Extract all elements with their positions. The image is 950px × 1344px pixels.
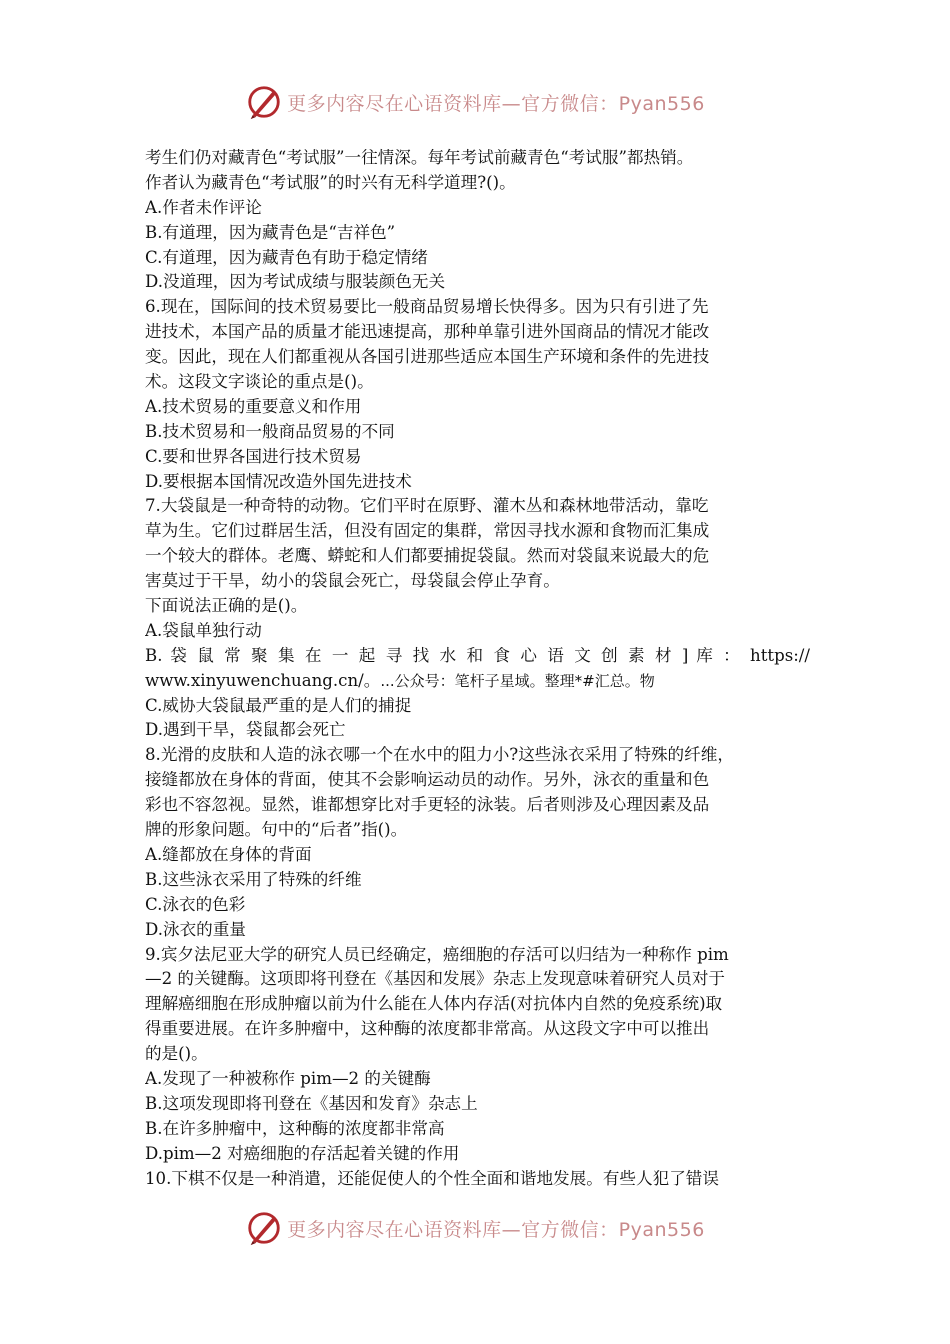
question-10: 10.下棋不仅是一种消遣，还能促使人的个性全面和谐地发展。有些人犯了错误 [145,1168,719,1188]
option-c: C.泳衣的色彩 [145,894,246,914]
option-d: D.遇到干旱，袋鼠都会死亡 [145,720,346,740]
pen-logo-icon [245,1209,283,1247]
text-line: 草为生。它们过群居生活，但没有固定的集群，常因寻找水源和食物而汇集成 [145,521,710,541]
banner-text: 更多内容尽在心语资料库—官方微信：Pyan556 [287,92,705,115]
option-b: B. 袋 鼠 常 聚 集 在 一 起 寻 找 水 和 食 心 语 文 创 素 材 ] 库 ： https:// [145,645,810,665]
text-line: 彩也不容忽视。显然，谁都想穿比对手更轻的泳装。后者则涉及心理因素及品 [145,795,710,815]
pen-logo-icon [245,83,283,121]
watermark-text: ...公众号：笔杆子星域。整理*#汇总。物 [380,671,655,690]
option-a: A.作者未作评论 [145,197,262,217]
question-6: 6.现在，国际间的技术贸易要比一般商品贸易增长快得多。因为只有引进了先 [145,297,709,317]
banner-text: 更多内容尽在心语资料库—官方微信：Pyan556 [287,1218,705,1241]
option-c: C.要和世界各国进行技术贸易 [145,446,362,466]
text-line: —2 的关键酶。这项即将刊登在《基因和发展》杂志上发现意味着研究人员对于 [145,969,726,989]
url-text: www.xinyuwenchuang.cn/。 [145,670,381,690]
document-body [145,146,810,1191]
question-stem: 下面说法正确的是()。 [145,596,308,616]
question-8: 8.光滑的皮肤和人造的泳衣哪一个在水中的阻力小?这些泳衣采用了特殊的纤维， [145,745,734,765]
text-line: 进技术，本国产品的质量才能迅速提高，那种单靠引进外国商品的情况才能改 [145,322,710,342]
question-stem: 作者认为藏青色“考试服”的时兴有无科学道理?()。 [145,172,516,192]
text-line: 得重要进展。在许多肿瘤中，这种酶的浓度都非常高。从这段文字中可以推出 [145,1019,710,1039]
option-b: B.这些泳衣采用了特殊的纤维 [145,869,362,889]
text-line: 一个较大的群体。老鹰、蟒蛇和人们都要捕捉袋鼠。然而对袋鼠来说最大的危 [145,546,710,566]
text-line: 理解癌细胞在形成肿瘤以前为什么能在人体内存活(对抗体内自然的免疫系统)取 [145,994,723,1014]
option-b-continued [145,669,810,694]
option-b-duplicate: B.在许多肿瘤中，这种酶的浓度都非常高 [145,1118,445,1138]
footer-banner [0,1206,950,1250]
option-d: D.泳衣的重量 [145,919,246,939]
question-stem: 的是()。 [145,1044,208,1064]
text-line: 接缝都放在身体的背面，使其不会影响运动员的动作。另外，泳衣的重量和色 [145,770,710,790]
question-stem: 术。这段文字谈论的重点是()。 [145,372,374,392]
text-line: 变。因此，现在人们都重视从各国引进那些适应本国生产环境和条件的先进技 [145,347,710,367]
option-b: B.技术贸易和一般商品贸易的不同 [145,421,395,441]
option-c: C.有道理，因为藏青色有助于稳定情绪 [145,247,428,267]
option-b: B.这项发现即将刊登在《基因和发育》杂志上 [145,1093,478,1113]
question-9: 9.宾夕法尼亚大学的研究人员已经确定，癌细胞的存活可以归结为一种称作 pim [145,944,729,964]
option-a: A.技术贸易的重要意义和作用 [145,396,362,416]
option-d: D.要根据本国情况改造外国先进技术 [145,471,412,491]
header-banner [0,80,950,124]
option-c: C.威协大袋鼠最严重的是人们的捕捉 [145,695,412,715]
option-d: D.没道理，因为考试成绩与服装颜色无关 [145,272,446,292]
option-a: A.缝都放在身体的背面 [145,844,312,864]
text-line: 考生们仍对藏青色“考试服”一往情深。每年考试前藏青色“考试服”都热销。 [145,148,694,167]
option-b: B.有道理，因为藏青色是“吉祥色” [145,222,396,242]
text-line: 害莫过于干旱，幼小的袋鼠会死亡，母袋鼠会停止孕育。 [145,571,560,591]
question-stem: 牌的形象问题。句中的“后者”指()。 [145,820,408,840]
option-d: D.pim—2 对癌细胞的存活起着关键的作用 [145,1143,460,1163]
option-a: A.袋鼠单独行动 [145,620,262,640]
option-a: A.发现了一种被称作 pim—2 的关键酶 [145,1068,431,1088]
question-7: 7.大袋鼠是一种奇特的动物。它们平时在原野、灌木丛和森林地带活动，靠吃 [145,496,709,516]
